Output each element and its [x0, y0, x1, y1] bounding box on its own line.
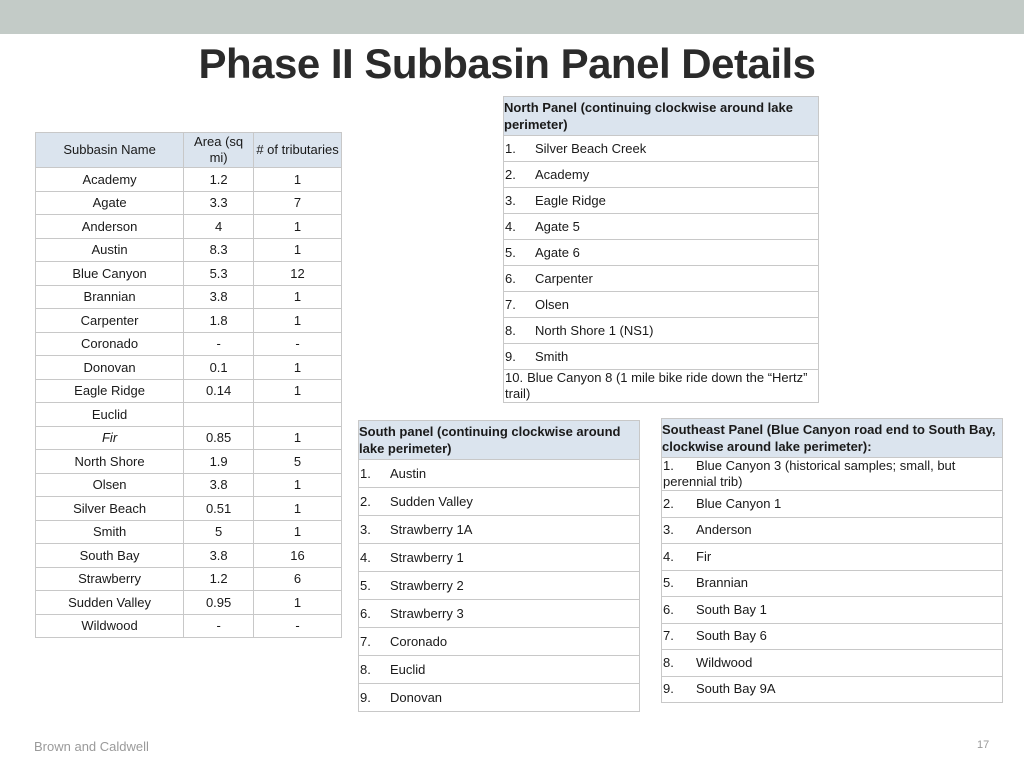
area-cell: 3.3 [184, 191, 254, 215]
list-item [504, 214, 819, 240]
list-item [359, 460, 640, 488]
table-row [36, 473, 342, 497]
tributaries-cell: 1 [254, 473, 342, 497]
item-number: 1. [360, 465, 371, 481]
item-number: 7. [360, 633, 371, 649]
panel-item [504, 344, 819, 370]
area-cell: 1.8 [184, 309, 254, 333]
item-text: Donovan [390, 689, 443, 705]
item-text: Coronado [390, 633, 448, 649]
slide-title: Phase II Subbasin Panel Details [198, 40, 816, 87]
panel-item [504, 240, 819, 266]
item-number: 10. [505, 370, 524, 385]
item-text: Anderson [696, 522, 752, 538]
tributaries-cell: 1 [254, 520, 342, 544]
table-row [36, 215, 342, 239]
subbasin-name-cell: Brannian [36, 285, 184, 309]
table-row [36, 332, 342, 356]
subbasin-name-cell: Euclid [36, 403, 184, 427]
panel-item [359, 600, 640, 628]
tributaries-cell: 1 [254, 356, 342, 380]
table-row [36, 309, 342, 333]
panel-item [504, 370, 819, 403]
area-cell: 1.9 [184, 450, 254, 474]
tributaries-cell: 16 [254, 544, 342, 568]
panel-item [359, 684, 640, 712]
item-text: Olsen [535, 296, 569, 312]
list-item [504, 136, 819, 162]
table-row [36, 591, 342, 615]
list-item [504, 240, 819, 266]
subbasin-name-cell: Academy [36, 168, 184, 192]
table-row [36, 356, 342, 380]
item-number: 9. [360, 689, 371, 705]
item-number: 4. [505, 218, 516, 234]
subbasin-name-cell: North Shore [36, 450, 184, 474]
subbasin-name-cell: Silver Beach [36, 497, 184, 521]
subbasin-name-cell: Donovan [36, 356, 184, 380]
item-text: Brannian [696, 575, 749, 591]
tributaries-cell [254, 403, 342, 427]
tributaries-cell: 1 [254, 168, 342, 192]
table-row [36, 285, 342, 309]
item-number: 5. [663, 575, 674, 591]
panel-item [662, 517, 1003, 544]
table-row [36, 497, 342, 521]
panel-item [359, 460, 640, 488]
item-number: 1. [663, 458, 674, 473]
item-text: Strawberry 1A [390, 521, 473, 537]
tributaries-cell: - [254, 332, 342, 356]
subbasin-name-cell: South Bay [36, 544, 184, 568]
table-row [36, 238, 342, 262]
header-tributaries: # of tributaries [254, 133, 342, 168]
item-text: Agate 6 [535, 244, 580, 260]
tributaries-cell: 1 [254, 379, 342, 403]
item-number: 2. [505, 166, 516, 182]
item-number: 2. [360, 493, 371, 509]
panel-item [504, 188, 819, 214]
subbasin-table [35, 132, 342, 638]
panel-item [504, 292, 819, 318]
tributaries-cell: 1 [254, 238, 342, 262]
subbasin-name-cell: Anderson [36, 215, 184, 239]
list-item [504, 266, 819, 292]
list-item [359, 544, 640, 572]
item-text: Blue Canyon 1 [696, 495, 782, 511]
item-text: Blue Canyon 3 (historical samples; small, but perennial trib) [663, 458, 956, 489]
item-number: 8. [505, 322, 516, 338]
panel-item [662, 650, 1003, 677]
area-cell: - [184, 614, 254, 638]
page-number: 17 [977, 739, 990, 751]
list-item [662, 676, 1003, 703]
item-number: 3. [360, 521, 371, 537]
area-cell: 3.8 [184, 544, 254, 568]
area-cell: 0.51 [184, 497, 254, 521]
area-cell: 4 [184, 215, 254, 239]
item-number: 5. [360, 577, 371, 593]
area-cell: - [184, 332, 254, 356]
list-item [359, 684, 640, 712]
list-item [359, 600, 640, 628]
list-item [662, 544, 1003, 571]
list-item [504, 292, 819, 318]
item-number: 3. [663, 522, 674, 538]
item-text: Silver Beach Creek [535, 140, 647, 156]
table-row [36, 379, 342, 403]
item-text: North Shore 1 (NS1) [535, 322, 654, 338]
item-number: 5. [505, 244, 516, 260]
tributaries-cell: 7 [254, 191, 342, 215]
area-cell: 8.3 [184, 238, 254, 262]
subbasin-name-cell: Fir [36, 426, 184, 450]
item-text: South Bay 9A [696, 681, 776, 697]
subbasin-name-cell: Carpenter [36, 309, 184, 333]
tributaries-cell: 1 [254, 426, 342, 450]
item-text: Strawberry 1 [390, 549, 464, 565]
item-number: 6. [505, 270, 516, 286]
list-item [662, 570, 1003, 597]
item-text: Carpenter [535, 270, 593, 286]
list-item [359, 488, 640, 516]
area-cell: 5.3 [184, 262, 254, 286]
item-text: Sudden Valley [390, 493, 473, 509]
list-item [359, 572, 640, 600]
tributaries-cell: 1 [254, 215, 342, 239]
subbasin-name-cell: Coronado [36, 332, 184, 356]
list-item [662, 458, 1003, 491]
south-panel-table [358, 420, 640, 712]
item-text: South Bay 1 [696, 601, 767, 617]
table-row [36, 262, 342, 286]
subbasin-name-cell: Strawberry [36, 567, 184, 591]
panel-item [504, 214, 819, 240]
panel-item [662, 544, 1003, 571]
item-text: Academy [535, 166, 590, 182]
item-text: South Bay 6 [696, 628, 767, 644]
area-cell: 0.95 [184, 591, 254, 615]
tributaries-cell: 6 [254, 567, 342, 591]
list-item [359, 628, 640, 656]
panel-item [662, 623, 1003, 650]
panel-item [662, 597, 1003, 624]
item-number: 9. [505, 348, 516, 364]
top-banner [0, 0, 1024, 34]
panel-item [504, 266, 819, 292]
panel-item [662, 676, 1003, 703]
area-cell: 1.2 [184, 567, 254, 591]
table-row [36, 168, 342, 192]
item-number: 1. [505, 140, 516, 156]
panel-item [359, 488, 640, 516]
subbasin-name-cell: Sudden Valley [36, 591, 184, 615]
area-cell: 0.85 [184, 426, 254, 450]
item-text: Fir [696, 548, 712, 564]
list-item [662, 491, 1003, 518]
area-cell: 0.1 [184, 356, 254, 380]
item-text: Euclid [390, 661, 426, 677]
panel-item [662, 491, 1003, 518]
item-text: Eagle Ridge [535, 192, 606, 208]
tributaries-cell: 12 [254, 262, 342, 286]
subbasin-name-cell: Austin [36, 238, 184, 262]
subbasin-name-cell: Wildwood [36, 614, 184, 638]
tributaries-cell: 1 [254, 591, 342, 615]
list-item [662, 517, 1003, 544]
item-text: Wildwood [696, 654, 753, 670]
subbasin-name-cell: Smith [36, 520, 184, 544]
subbasin-name-cell: Agate [36, 191, 184, 215]
item-number: 6. [663, 601, 674, 617]
tributaries-cell: 1 [254, 309, 342, 333]
table-row [36, 450, 342, 474]
item-number: 8. [360, 661, 371, 677]
item-text: Agate 5 [535, 218, 580, 234]
item-number: 7. [663, 628, 674, 644]
subbasin-name-cell: Eagle Ridge [36, 379, 184, 403]
tributaries-cell: 1 [254, 285, 342, 309]
list-item [504, 188, 819, 214]
panel-item [662, 570, 1003, 597]
list-item [359, 516, 640, 544]
list-item [504, 318, 819, 344]
item-text: Blue Canyon 8 (1 mile bike ride down the “Hertz” trail) [505, 370, 808, 401]
item-number: 7. [505, 296, 516, 312]
area-cell [184, 403, 254, 427]
list-item [662, 597, 1003, 624]
panel-item [359, 516, 640, 544]
item-number: 6. [360, 605, 371, 621]
subbasin-name-cell: Olsen [36, 473, 184, 497]
item-text: Austin [390, 465, 427, 481]
header-area: Area (sq mi) [184, 133, 254, 168]
area-cell: 3.8 [184, 285, 254, 309]
tributaries-cell: 5 [254, 450, 342, 474]
panel-item [359, 628, 640, 656]
item-number: 8. [663, 654, 674, 670]
table-row [36, 191, 342, 215]
panel-item [504, 136, 819, 162]
panel-item [662, 458, 1003, 491]
table-row [36, 567, 342, 591]
tributaries-cell: - [254, 614, 342, 638]
item-text: Strawberry 3 [390, 605, 464, 621]
southeast-panel-header: Southeast Panel (Blue Canyon road end to South Bay, clockwise around lake perimeter): [662, 419, 1003, 458]
list-item [504, 370, 819, 403]
area-cell: 1.2 [184, 168, 254, 192]
subbasin-header-row [36, 133, 342, 168]
tributaries-cell: 1 [254, 497, 342, 521]
area-cell: 0.14 [184, 379, 254, 403]
list-item [662, 650, 1003, 677]
item-text: Strawberry 2 [390, 577, 464, 593]
table-row [36, 614, 342, 638]
header-subbasin-name: Subbasin Name [36, 133, 184, 168]
item-number: 9. [663, 681, 674, 697]
list-item [504, 344, 819, 370]
item-number: 4. [663, 548, 674, 564]
panel-item [504, 162, 819, 188]
list-item [504, 162, 819, 188]
table-row [36, 544, 342, 568]
area-cell: 5 [184, 520, 254, 544]
table-row [36, 403, 342, 427]
panel-item [504, 318, 819, 344]
item-text: Smith [535, 348, 569, 364]
area-cell: 3.8 [184, 473, 254, 497]
panel-item [359, 572, 640, 600]
list-item [359, 656, 640, 684]
south-panel-header: South panel (continuing clockwise around lake perimeter) [359, 421, 640, 460]
north-panel-table [503, 96, 819, 403]
footer-company: Brown and Caldwell [34, 739, 149, 754]
table-row [36, 426, 342, 450]
southeast-panel-table [661, 418, 1003, 703]
subbasin-name-cell: Blue Canyon [36, 262, 184, 286]
item-number: 2. [663, 495, 674, 511]
item-number: 4. [360, 549, 371, 565]
panel-item [359, 656, 640, 684]
item-number: 3. [505, 192, 516, 208]
north-panel-header: North Panel (continuing clockwise around lake perimeter) [504, 97, 819, 136]
table-row [36, 520, 342, 544]
panel-item [359, 544, 640, 572]
list-item [662, 623, 1003, 650]
